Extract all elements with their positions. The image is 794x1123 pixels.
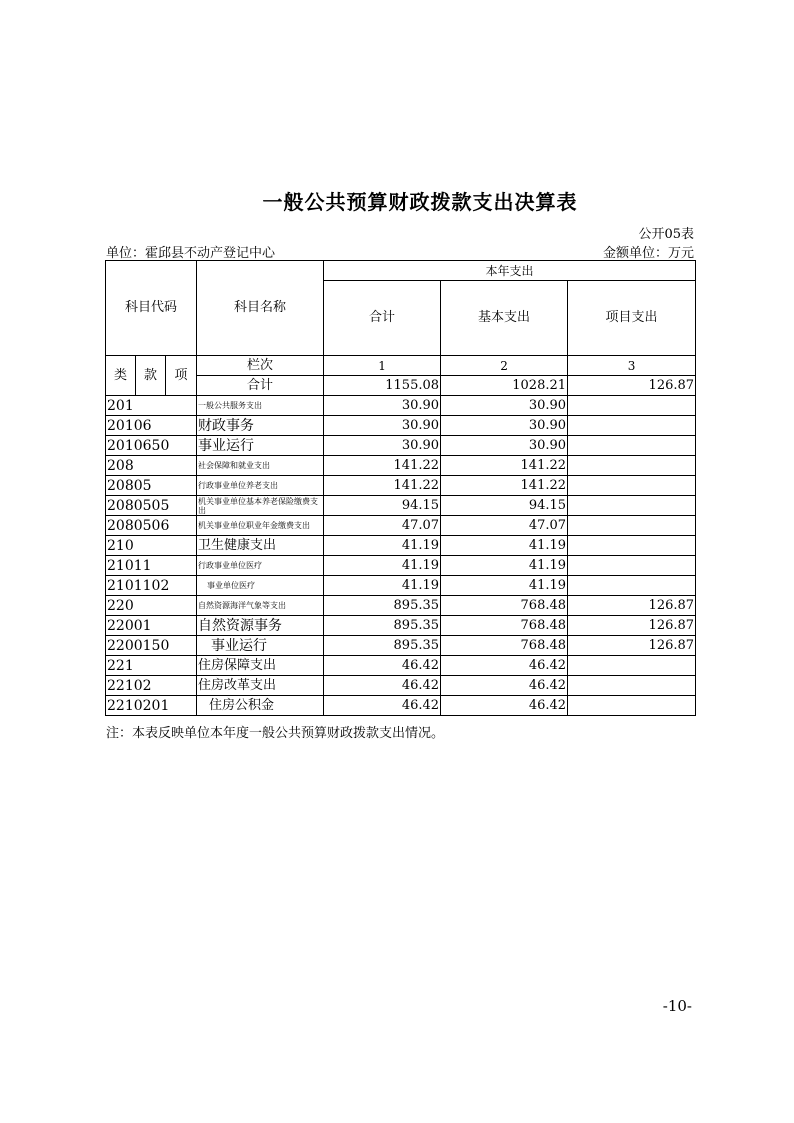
- row-name: 行政事业单位医疗: [197, 556, 324, 576]
- row-code: 210: [106, 536, 197, 556]
- row-basic: 94.15: [441, 496, 568, 516]
- form-number: 公开05表: [638, 227, 694, 242]
- row-code: 2210201: [106, 696, 197, 716]
- row-basic: 41.19: [441, 556, 568, 576]
- row-code: 21011: [106, 556, 197, 576]
- reporting-unit: 单位：霍邱县不动产登记中心: [106, 246, 276, 261]
- row-project: [568, 416, 696, 436]
- row-code: 201: [106, 396, 197, 416]
- row-project: [568, 536, 696, 556]
- total-project: 126.87: [568, 376, 696, 396]
- row-name: 自然资源事务: [197, 616, 324, 636]
- header-row-1: [106, 261, 696, 281]
- row-basic: 30.90: [441, 396, 568, 416]
- row-total: 141.22: [324, 456, 441, 476]
- table-row: [106, 456, 696, 476]
- header-subject-code: 科目代码: [106, 261, 197, 356]
- total-amount: 1155.08: [324, 376, 441, 396]
- row-total: 30.90: [324, 396, 441, 416]
- col-index-1: 1: [324, 356, 441, 376]
- row-name: 事业单位医疗: [197, 576, 324, 596]
- header-lanci: 栏次: [197, 356, 324, 376]
- row-basic: 41.19: [441, 576, 568, 596]
- row-total: 94.15: [324, 496, 441, 516]
- row-code: 22001: [106, 616, 197, 636]
- header-basic: 基本支出: [441, 281, 568, 356]
- header-lei: 类: [106, 356, 136, 396]
- row-project: [568, 396, 696, 416]
- row-total: 47.07: [324, 516, 441, 536]
- table-row: [106, 556, 696, 576]
- row-total: 41.19: [324, 576, 441, 596]
- row-project: 126.87: [568, 596, 696, 616]
- amount-unit: 金额单位：万元: [602, 246, 694, 261]
- row-project: [568, 496, 696, 516]
- row-total: 895.35: [324, 596, 441, 616]
- col-index-2: 2: [441, 356, 568, 376]
- row-code: 220: [106, 596, 197, 616]
- row-basic: 30.90: [441, 416, 568, 436]
- table-row: [106, 676, 696, 696]
- row-name: 行政事业单位养老支出: [197, 476, 324, 496]
- row-code: 22102: [106, 676, 197, 696]
- header-xiang: 项: [166, 356, 197, 396]
- row-total: 46.42: [324, 676, 441, 696]
- page-number: -10-: [662, 997, 692, 1015]
- row-basic: 41.19: [441, 536, 568, 556]
- row-project: [568, 556, 696, 576]
- row-code: 2200150: [106, 636, 197, 656]
- row-code: 208: [106, 456, 197, 476]
- row-project: [568, 436, 696, 456]
- row-total: 41.19: [324, 556, 441, 576]
- row-basic: 141.22: [441, 476, 568, 496]
- row-basic: 46.42: [441, 696, 568, 716]
- row-name: 住房公积金: [197, 696, 324, 716]
- row-code: 2010650: [106, 436, 197, 456]
- row-basic: 768.48: [441, 616, 568, 636]
- row-name: 住房保障支出: [197, 656, 324, 676]
- row-project: 126.87: [568, 636, 696, 656]
- table-row: [106, 496, 696, 516]
- table-row: [106, 576, 696, 596]
- table-row: [106, 516, 696, 536]
- row-code: 2101102: [106, 576, 197, 596]
- row-name: 一般公共服务支出: [197, 396, 324, 416]
- header-subject-name: 科目名称: [197, 261, 324, 356]
- row-name: 事业运行: [197, 436, 324, 456]
- row-total: 30.90: [324, 436, 441, 456]
- total-basic: 1028.21: [441, 376, 568, 396]
- row-project: [568, 696, 696, 716]
- row-project: [568, 456, 696, 476]
- header-project: 项目支出: [568, 281, 696, 356]
- row-total: 41.19: [324, 536, 441, 556]
- row-basic: 47.07: [441, 516, 568, 536]
- row-basic: 141.22: [441, 456, 568, 476]
- row-total: 895.35: [324, 616, 441, 636]
- row-code: 221: [106, 656, 197, 676]
- table-row: [106, 476, 696, 496]
- header-total: 合计: [324, 281, 441, 356]
- total-label: 合计: [197, 376, 324, 396]
- header-year-expense: 本年支出: [324, 261, 696, 281]
- row-code: 2080506: [106, 516, 197, 536]
- row-code: 20805: [106, 476, 197, 496]
- row-name: 社会保障和就业支出: [197, 456, 324, 476]
- row-basic: 46.42: [441, 676, 568, 696]
- row-name: 机关事业单位基本养老保险缴费支出: [197, 496, 324, 516]
- row-basic: 768.48: [441, 596, 568, 616]
- report-title: 一般公共预算财政拨款支出决算表: [262, 190, 578, 214]
- table-row: [106, 656, 696, 676]
- table-row: [106, 616, 696, 636]
- table-row: [106, 636, 696, 656]
- row-project: [568, 576, 696, 596]
- row-total: 895.35: [324, 636, 441, 656]
- row-project: [568, 676, 696, 696]
- row-project: [568, 516, 696, 536]
- row-name: 事业运行: [197, 636, 324, 656]
- row-basic: 30.90: [441, 436, 568, 456]
- table-row: [106, 416, 696, 436]
- row-name: 机关事业单位职业年金缴费支出: [197, 516, 324, 536]
- row-project: [568, 656, 696, 676]
- table-note: 注：本表反映单位本年度一般公共预算财政拨款支出情况。: [106, 726, 445, 741]
- table-row: [106, 536, 696, 556]
- row-code: 2080505: [106, 496, 197, 516]
- col-index-3: 3: [568, 356, 696, 376]
- table-row: [106, 436, 696, 456]
- row-name: 卫生健康支出: [197, 536, 324, 556]
- expenditure-table: [105, 260, 696, 716]
- row-name: 住房改革支出: [197, 676, 324, 696]
- table-row: [106, 396, 696, 416]
- row-project: [568, 476, 696, 496]
- header-kuan: 款: [136, 356, 166, 396]
- row-basic: 768.48: [441, 636, 568, 656]
- row-project: 126.87: [568, 616, 696, 636]
- row-name: 财政事务: [197, 416, 324, 436]
- row-code: 20106: [106, 416, 197, 436]
- table-row: [106, 596, 696, 616]
- row-total: 46.42: [324, 696, 441, 716]
- header-row-3: [106, 356, 696, 376]
- row-total: 46.42: [324, 656, 441, 676]
- row-total: 141.22: [324, 476, 441, 496]
- row-name: 自然资源海洋气象等支出: [197, 596, 324, 616]
- table-row: [106, 696, 696, 716]
- row-basic: 46.42: [441, 656, 568, 676]
- row-total: 30.90: [324, 416, 441, 436]
